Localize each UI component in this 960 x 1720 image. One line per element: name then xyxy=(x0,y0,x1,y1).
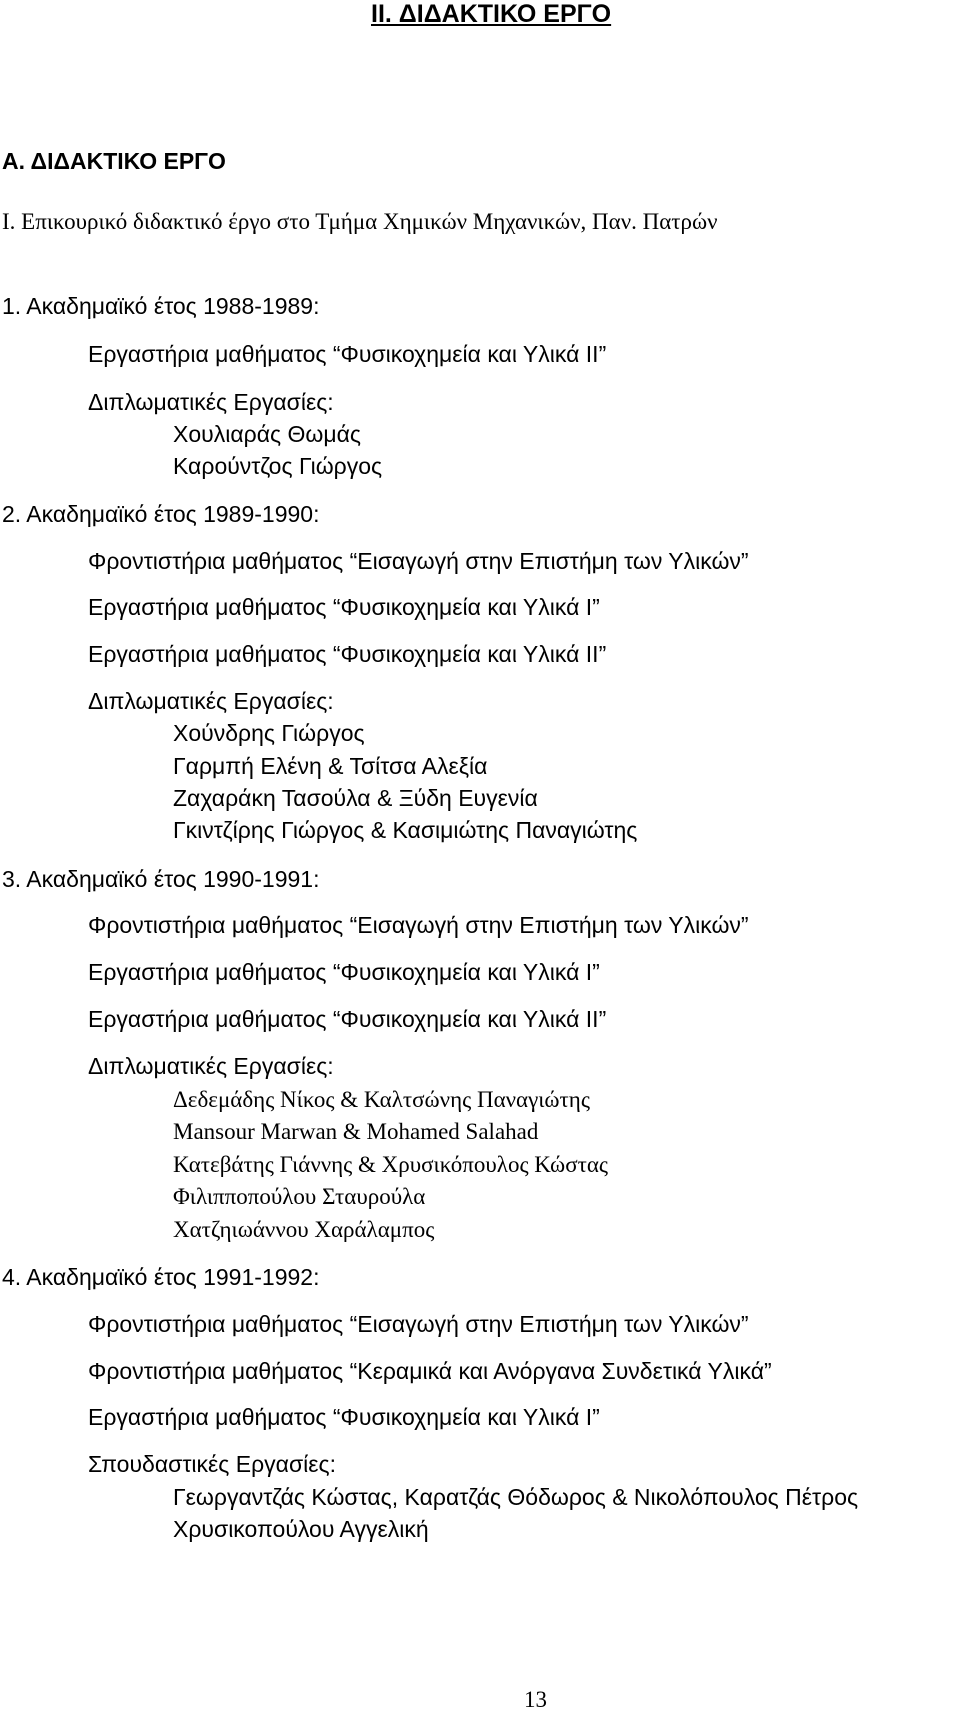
course-line: Εργαστήρια μαθήματος “Φυσικοχημεία και Υλικά Ι” xyxy=(88,959,600,985)
thesis-student: Καρούντζος Γιώργος xyxy=(173,453,383,479)
thesis-student: Γκιντζίρης Γιώργος & Κασιμιώτης Παναγιώτης xyxy=(173,817,638,843)
thesis-student: Γεωργαντζάς Κώστας, Καρατζάς Θόδωρος & Νικολόπουλος Πέτρος xyxy=(173,1484,859,1510)
theses-label: Διπλωματικές Εργασίες: xyxy=(88,688,334,714)
year-heading: 1. Ακαδημαϊκό έτος 1988-1989: xyxy=(2,293,320,319)
thesis-student: Mansour Marwan & Mohamed Salahad xyxy=(173,1119,539,1144)
course-line: Εργαστήρια μαθήματος “Φυσικοχημεία και Υλικά ΙΙ” xyxy=(88,1006,607,1032)
year-heading: 3. Ακαδημαϊκό έτος 1990-1991: xyxy=(2,866,320,892)
thesis-student: Χουλιαράς Θωμάς xyxy=(173,421,361,447)
section-heading: Α. ΔΙΔΑΚΤΙΚΟ ΕΡΓΟ xyxy=(2,148,226,174)
thesis-student: Ζαχαράκη Τασούλα & Ξύδη Ευγενία xyxy=(173,785,538,811)
theses-label: Διπλωματικές Εργασίες: xyxy=(88,1053,334,1079)
course-line: Εργαστήρια μαθήματος “Φυσικοχημεία και Υλικά Ι” xyxy=(88,594,600,620)
thesis-student: Κατεβάτης Γιάννης & Χρυσικόπουλος Κώστας xyxy=(173,1152,608,1177)
course-line: Φροντιστήρια μαθήματος “Κεραμικά και Ανόργανα Συνδετικά Υλικά” xyxy=(88,1358,772,1384)
page-title: II. ΔΙΔΑΚΤΙΚΟ ΕΡΓΟ xyxy=(371,0,612,28)
year-heading: 4. Ακαδημαϊκό έτος 1991-1992: xyxy=(2,1264,320,1290)
subsection-heading: Ι. Επικουρικό διδακτικό έργο στο Τμήμα Χημικών Μηχανικών, Παν. Πατρών xyxy=(2,209,718,234)
thesis-student: Φιλιπποπούλου Σταυρούλα xyxy=(173,1184,426,1209)
thesis-student: Χρυσικοπούλου Αγγελική xyxy=(173,1516,429,1542)
course-line: Φροντιστήρια μαθήματος “Εισαγωγή στην Επιστήμη των Υλικών” xyxy=(88,1311,749,1337)
theses-label: Διπλωματικές Εργασίες: xyxy=(88,389,334,415)
thesis-student: Γαρμπή Ελένη & Τσίτσα Αλεξία xyxy=(173,753,488,779)
course-line: Φροντιστήρια μαθήματος “Εισαγωγή στην Επιστήμη των Υλικών” xyxy=(88,912,749,938)
page-number: 13 xyxy=(524,1687,547,1712)
course-line: Εργαστήρια μαθήματος “Φυσικοχημεία και Υλικά ΙΙ” xyxy=(88,341,607,367)
year-heading: 2. Ακαδημαϊκό έτος 1989-1990: xyxy=(2,501,320,527)
course-line: Εργαστήρια μαθήματος “Φυσικοχημεία και Υλικά Ι” xyxy=(88,1404,600,1430)
thesis-student: Δεδεμάδης Νίκος & Καλτσώνης Παναγιώτης xyxy=(173,1087,590,1112)
thesis-student: Χατζηιωάννου Χαράλαμπος xyxy=(173,1217,435,1242)
theses-label: Σπουδαστικές Εργασίες: xyxy=(88,1451,337,1477)
thesis-student: Χούνδρης Γιώργος xyxy=(173,720,365,746)
course-line: Εργαστήρια μαθήματος “Φυσικοχημεία και Υλικά ΙΙ” xyxy=(88,641,607,667)
course-line: Φροντιστήρια μαθήματος “Εισαγωγή στην Επιστήμη των Υλικών” xyxy=(88,548,749,574)
